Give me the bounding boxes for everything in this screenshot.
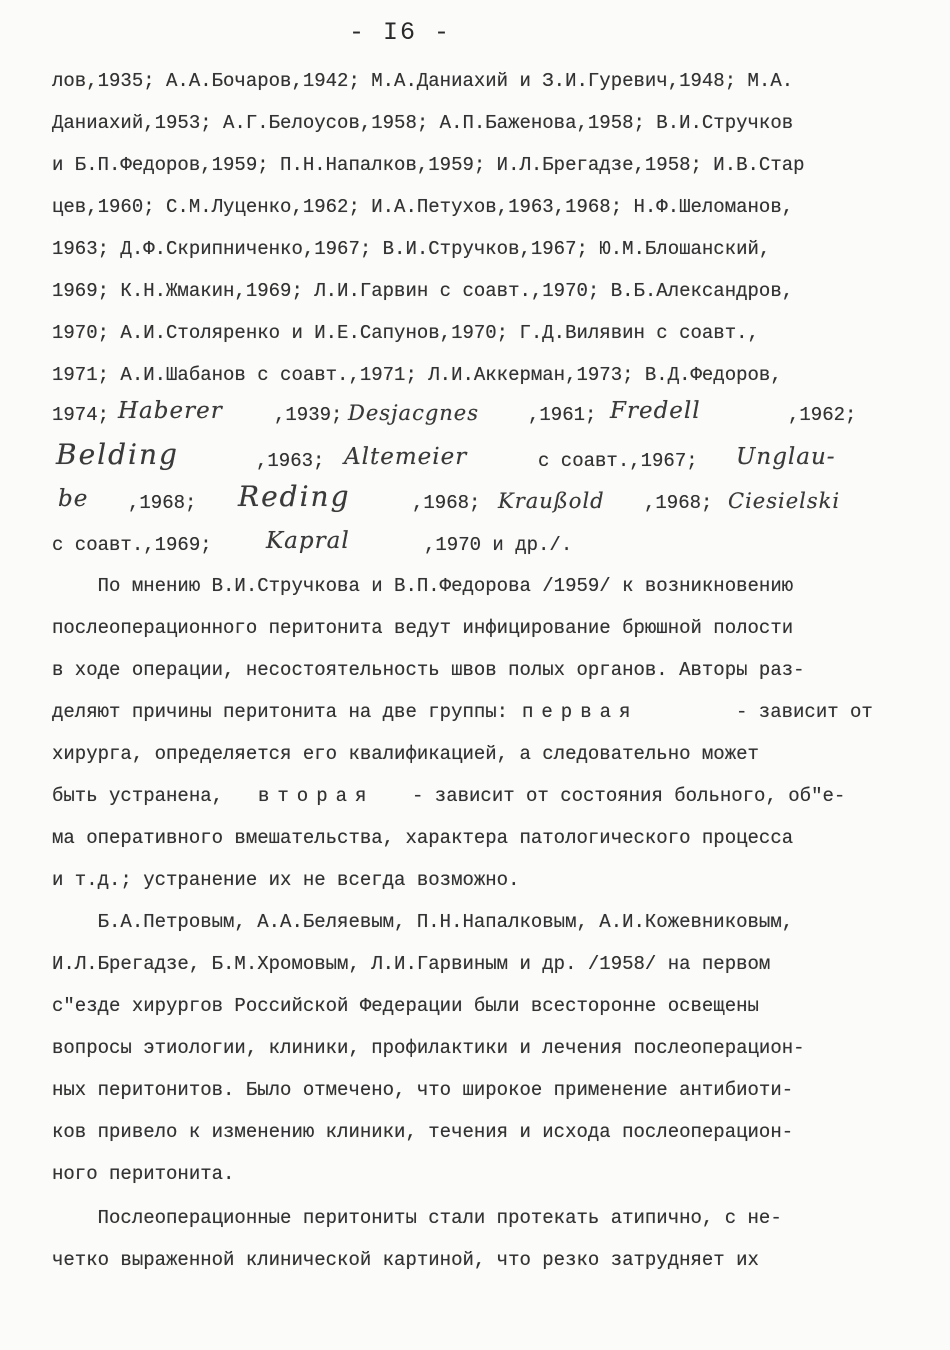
text-line: И.Л.Брегадзе, Б.М.Хромовым, Л.И.Гарвиным и др. /1958/ на первом: [52, 953, 771, 975]
text-line: 1971; А.И.Шабанов с соавт.,1971; Л.И.Аккерман,1973; В.Д.Федоров,: [52, 364, 782, 386]
text-line: ,1963;: [256, 450, 325, 472]
text-line: с"езде хирургов Российской Федерации были всесторонне освещены: [52, 995, 759, 1017]
text-line: ,1970 и др./.: [424, 534, 573, 556]
text-line: ных перитонитов. Было отмечено, что широкое применение антибиоти-: [52, 1079, 794, 1101]
text-line: послеоперационного перитонита ведут инфицирование брюшной полости: [52, 617, 794, 639]
text-line: ного перитонита.: [52, 1163, 235, 1185]
text-line: ,1968;: [644, 492, 713, 514]
handwritten-author-name: be: [58, 486, 89, 512]
text-line: Даниахий,1953; А.Г.Белоусов,1958; А.П.Баженова,1958; В.И.Стручков: [52, 112, 794, 134]
text-line: с соавт.,1967;: [538, 450, 698, 472]
text-line: деляют причины перитонита на две группы:: [52, 701, 509, 723]
text-line: цев,1960; С.М.Луценко,1962; И.А.Петухов,1963,1968; Н.Ф.Шеломанов,: [52, 196, 794, 218]
text-line: ма оперативного вмешательства, характера патологического процесса: [52, 827, 794, 849]
text-line: хирурга, определяется его квалификацией, а следовательно может: [52, 743, 759, 765]
text-line: 1963; Д.Ф.Скрипниченко,1967; В.И.Стручков,1967; Ю.М.Блошанский,: [52, 238, 771, 260]
text-line: ,1939;: [274, 404, 343, 426]
text-line: - зависит от состояния больного, об"е-: [412, 785, 846, 807]
text-line: ков привело к изменению клиники, течения и исхода послеоперацион-: [52, 1121, 794, 1143]
text-line: - зависит от: [736, 701, 873, 723]
text-line: ,1968;: [412, 492, 481, 514]
text-line: 1974;: [52, 404, 110, 426]
handwritten-author-name: Desjacgnes: [348, 401, 480, 425]
text-line: и т.д.; устранение их не всегда возможно.: [52, 869, 520, 891]
handwritten-author-name: Reding: [238, 480, 351, 513]
text-line: лов,1935; А.А.Бочаров,1942; М.А.Даниахий и З.И.Гуревич,1948; М.А.: [52, 70, 794, 92]
emphasized-word: вторая: [258, 785, 375, 807]
text-line: 1970; А.И.Столяренко и И.Е.Сапунов,1970; Г.Д.Вилявин с соавт.,: [52, 322, 759, 344]
text-line: и Б.П.Федоров,1959; П.Н.Напалков,1959; И.Л.Брегадзе,1958; И.В.Стар: [52, 154, 805, 176]
text-line: вопросы этиологии, клиники, профилактики и лечения послеоперацион-: [52, 1037, 805, 1059]
text-line: ,1968;: [128, 492, 197, 514]
text-line: Б.А.Петровым, А.А.Беляевым, П.Н.Напалковым, А.И.Кожевниковым,: [52, 911, 794, 933]
text-line: ,1961;: [528, 404, 597, 426]
text-line: Послеоперационные перитониты стали протекать атипично, с не-: [52, 1207, 782, 1229]
text-line: быть устранена,: [52, 785, 224, 807]
handwritten-author-name: Kraußold: [498, 489, 605, 513]
handwritten-author-name: Haberer: [118, 398, 223, 424]
text-line: По мнению В.И.Стручкова и В.П.Федорова /1959/ к возникновению: [52, 575, 794, 597]
text-line: ,1962;: [788, 404, 857, 426]
page-number: - I6 -: [348, 18, 451, 47]
handwritten-author-name: Unglau-: [736, 444, 836, 470]
handwritten-author-name: Kapral: [266, 528, 350, 554]
handwritten-author-name: Fredell: [610, 398, 701, 424]
text-line: в ходе операции, несостоятельность швов полых органов. Авторы раз-: [52, 659, 805, 681]
handwritten-author-name: Altemeier: [344, 444, 468, 470]
handwritten-author-name: Ciesielski: [728, 489, 841, 513]
text-line: четко выраженной клинической картиной, что резко затрудняет их: [52, 1249, 759, 1271]
text-line: 1969; К.Н.Жмакин,1969; Л.И.Гарвин с соавт.,1970; В.Б.Александров,: [52, 280, 794, 302]
handwritten-author-name: Belding: [56, 438, 179, 471]
emphasized-word: первая: [522, 701, 639, 723]
text-line: с соавт.,1969;: [52, 534, 212, 556]
